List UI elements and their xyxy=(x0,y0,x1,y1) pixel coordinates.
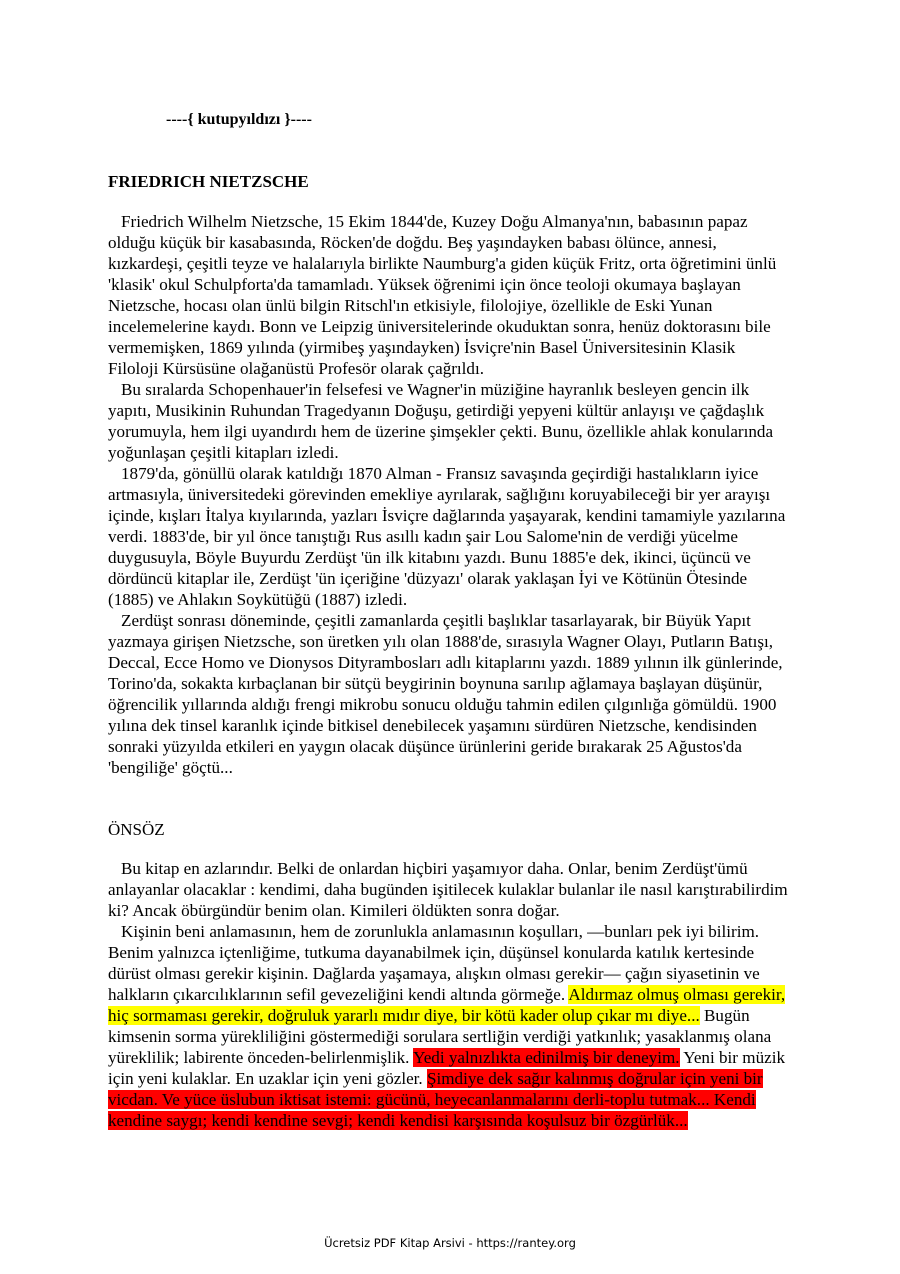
page-footer: Ücretsiz PDF Kitap Arsivi - https://rantey.org xyxy=(324,1236,576,1250)
preface-text-segment: Yeni bir müzik için yeni kulaklar. En uzaklar için yeni gözler. xyxy=(108,1048,785,1088)
biography-paragraph: Zerdüşt sonrası döneminde, çeşitli zamanlarda çeşitli başlıklar tasarlayarak, bir Büyük Yapıt yazmaya girişen Nietzsche, son üretken yılı olan 1888'de, sırasıyla Wagner Olayı, Putların Batışı, Deccal, Ecce Homo ve Dionysos Dityrambosları adlı kitaplarını yazdı. 1889 yılının ilk günlerinde, Torino'da, sokakta kırbaçlanan bir sütçü beygirinin boynuna sarılıp ağlamaya başlayan düşünür, öğrencilik yıllarında aldığı frengi mikrobu sonucu olduğu tahmin edilen çılgınlığa gömüldü. 1900 yılına dek tinsel karanlık içinde bitkisel denebilecek yaşamını sürdüren Nietzsche, kendisinden sonraki yüzyılda etkileri en yaygın olacak düşünce ürünlerini geride bırakarak 25 Ağustos'da 'bengiliğe' göçtü... xyxy=(108,611,783,777)
page-title: FRIEDRICH NIETZSCHE xyxy=(108,172,309,191)
red-highlighted-text: Şimdiye dek sağır kalınmış doğrular için yeni bir vicdan. Ve yüce üslubun iktisat istemi: gücünü, heyecanlanmalarını derli-toplu tutmak... Kendi kendine saygı; kendi kendine sevgi; kendi kendisi karşısında koşulsuz bir özgürlük... xyxy=(108,1069,763,1130)
preface-section xyxy=(108,858,788,1131)
biography-paragraph: 1879'da, gönüllü olarak katıldığı 1870 Alman - Fransız savaşında geçirdiği hastalıkların iyice artmasıyla, üniversitedeki görevinden emekliye ayrılarak, sağlığını koruyabileceği bir yer arayışı içinde, kışları İtalya kıyılarında, yazları İsviçre dağlarında yaşayarak, kendini tamamiyle yazılarına verdi. 1883'de, bir yıl önce tanıştığı Rus asıllı kadın şair Lou Salome'nin de verdiği yücelme duygusuyla, Böyle Buyurdu Zerdüşt 'ün ilk kitabını yazdı. Bunu 1885'e dek, ikinci, üçüncü ve dördüncü kitaplar ile, Zerdüşt 'ün içeriğine 'düzyazı' olarak yaklaşan İyi ve Kötünün Ötesinde (1885) ve Ahlakın Soykütüğü (1887) izledi. xyxy=(108,464,786,609)
preface-text-segment: Bugün kimsenin sorma yürekliliğini göstermediği sorulara sertliğin verdiği yatkınlık; yasaklanmış olana yüreklilik; labirente önceden-belirlenmişlik. xyxy=(108,1006,772,1067)
preface-paragraph xyxy=(108,921,788,1131)
biography-paragraph: Friedrich Wilhelm Nietzsche, 15 Ekim 1844'de, Kuzey Doğu Almanya'nın, babasının papaz olduğu küçük bir kasabasında, Röcken'de doğdu. Beş yaşındayken babası ölünce, annesi, kızkardeşi, çeşitli teyze ve halalarıyla birlikte Naumburg'a giden küçük Fritz, orta öğretimini ünlü 'klasik' okul Schulpforta'da tamamladı. Yüksek öğrenimi için önce teoloji okumaya başlayan Nietzsche, hocası olan ünlü bilgin Ritschl'ın etkisiyle, filolojiye, özellikle de Eski Yunan incelemelerine kaydı. Bonn ve Leipzig üniversitelerinde okuduktan sonra, henüz doktorasını bile vermemişken, 1869 yılında (yirmibeş yaşındayken) İsviçre'nin Basel Üniversitesinin Klasik Filoloji Kürsüsüne olağanüstü Profesör olarak çağrıldı. xyxy=(108,212,777,378)
page-header: ----{ kutupyıldızı }---- xyxy=(166,111,312,128)
preface-heading: ÖNSÖZ xyxy=(108,820,165,839)
biography-section xyxy=(108,211,788,778)
red-highlighted-text: Yedi yalnızlıkta edinilmiş bir deneyim. xyxy=(413,1048,680,1067)
biography-paragraph: Bu sıralarda Schopenhauer'in felsefesi ve Wagner'in müziğine hayranlık besleyen gencin ilk yapıtı, Musikinin Ruhundan Tragedyanın Doğuşu, getirdiği yepyeni kültür anlayışı ve çağdaşlık yorumuyla, hem ilgi uyandırdı hem de üzerine şimşekler çekti. Bunu, özellikle ahlak konularında yoğunlaşan çeşitli kitapları izledi. xyxy=(108,380,774,462)
preface-paragraph: Bu kitap en azlarındır. Belki de onlardan hiçbiri yaşamıyor daha. Onlar, benim Zerdüşt'ümü anlayanlar olacaklar : kendimi, daha bugünden işitilecek kulaklar bulanlar ile nasıl karıştırabilirdim ki? Ancak öbürgündür benim olan. Kimileri öldükten sonra doğar. xyxy=(108,859,788,920)
preface-text-segment: Kişinin beni anlamasının, hem de zorunlukla anlamasının koşulları, —bunları pek iyi bilirim. Benim yalnızca içtenliğime, tutkuma dayanabilmek için, düşünsel konularda katılık kertesinde dürüst olması gerekir kişinin. Dağlarda yaşamaya, alışkın olması gerekir— çağın siyasetinin ve halkların çıkarcılıklarının sefil gevezeliğini kendi altında görmeğe. xyxy=(108,922,760,1004)
yellow-highlighted-text: Aldırmaz olmuş olması gerekir, hiç sormaması gerekir, doğruluk yararlı mıdır diye, bir kötü kader olup çıkar mı diye... xyxy=(108,985,786,1025)
